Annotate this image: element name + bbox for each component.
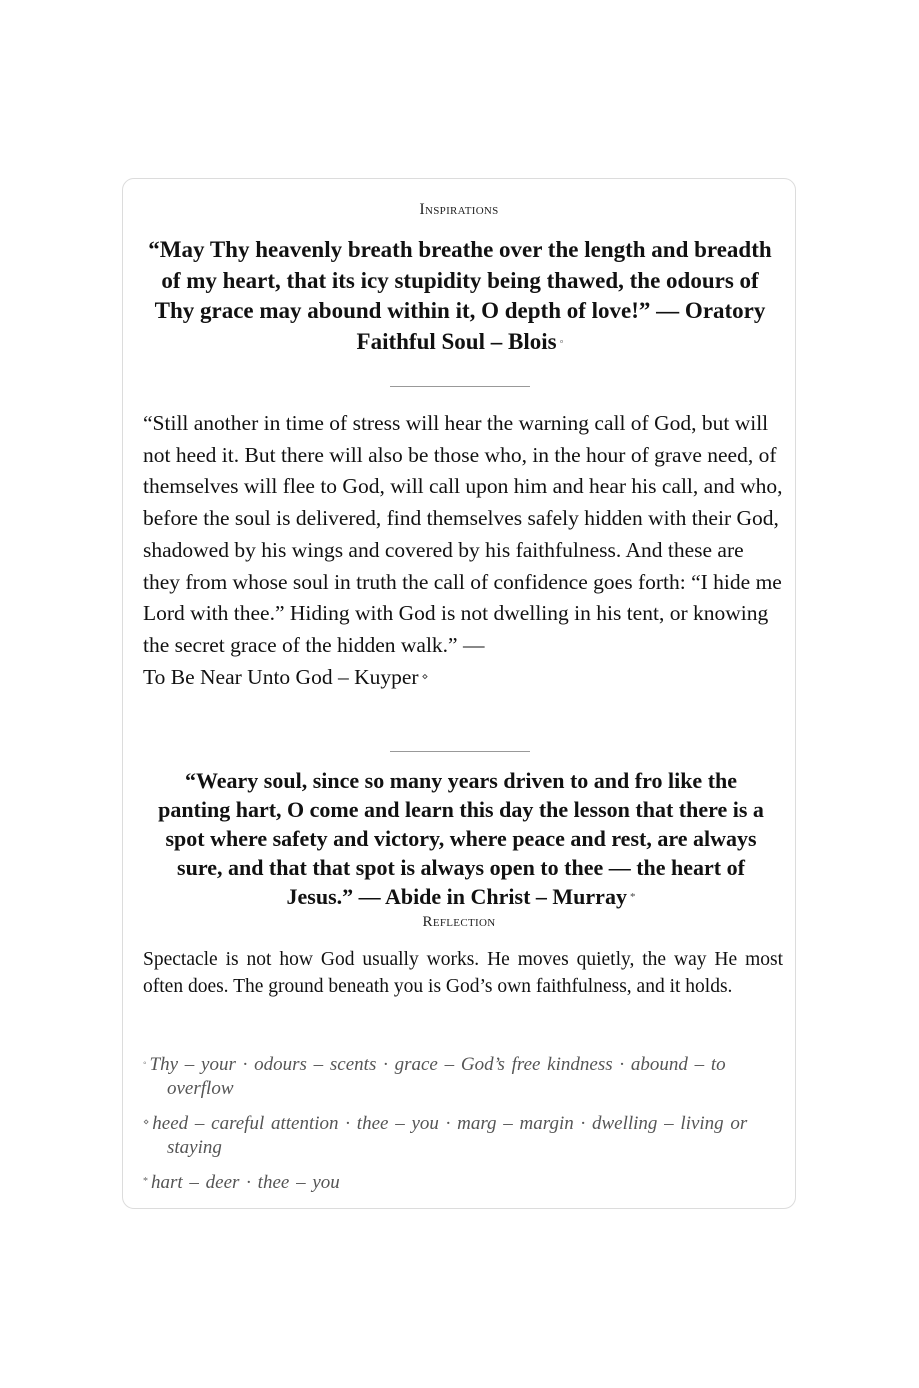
quote-murray [149,766,773,912]
section-heading-inspirations: Inspirations [419,201,499,218]
glossary-note [143,1111,783,1160]
footnote-mark-diamond: ⋄ [421,670,429,683]
quote-kuyper [143,408,783,693]
devotional-card [122,178,796,1209]
glossary-note-text: heed – careful attention · thee – you · marg – margin · dwelling – living or staying [152,1113,748,1158]
quote-kuyper-attribution: To Be Near Unto God – Kuyper [143,664,419,689]
glossary-note-text: hart – deer · thee – you [151,1172,340,1193]
glossary-note [143,1170,783,1195]
divider [390,751,530,752]
footnote-mark-diamond: ⋄ [143,1117,150,1128]
glossary-note-text: Thy – your · odours – scents · grace – God’s free kindness · abound – to overflow [149,1054,726,1099]
footnote-mark-circle: ◦ [143,1058,147,1069]
quote-blois [139,235,781,357]
glossary-notes [143,1052,783,1205]
glossary-note [143,1052,783,1101]
section-heading-reflection: Reflection [422,914,496,930]
footnote-mark-asterisk: * [143,1176,148,1187]
footnote-mark-asterisk: * [629,891,636,903]
footnote-mark-circle: ◦ [559,335,564,348]
quote-blois-text: “May Thy heavenly breath breathe over the length and breadth of my heart, that its icy stupidity being thawed, the odours of Thy grace may abound within it, O depth of love!” — Oratory Faithful Soul – Blois [148,237,772,354]
quote-murray-text: “Weary soul, since so many years driven to and fro like the panting hart, O come and learn this day the lesson that there is a spot where safety and victory, where peace and rest, are always sure, and that that spot is always open to thee — the heart of Jesus.” — Abide in Christ – Murray [158,768,764,909]
quote-kuyper-text: “Still another in time of stress will hear the warning call of God, but will not heed it. But there will also be those who, in the hour of grave need, of themselves will flee to God, will call upon him and hear his call, and who, before the soul is delivered, find themselves safely hidden with their God, shadowed by his wings and covered by his faithfulness. And these are they from whose soul in truth the call of confidence goes forth: “I hide me Lord with thee.” Hiding with God is not dwelling in his tent, or knowing the secret grace of the hidden walk.” — [143,411,783,657]
divider [390,386,530,387]
reflection-text: Spectacle is not how God usually works. He moves quietly, the way He most often does. The ground beneath you is God’s own faithfulness, and it holds. [143,949,783,997]
